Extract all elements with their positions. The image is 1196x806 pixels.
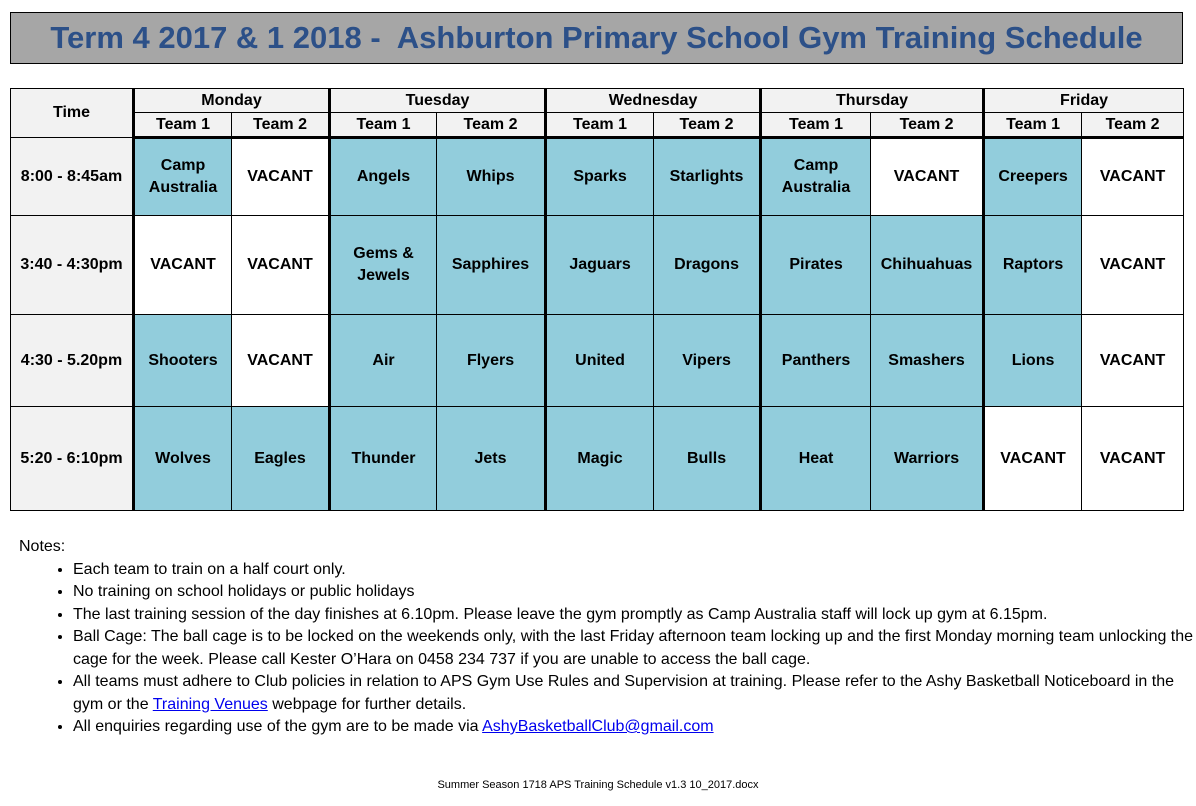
time-slot: 8:00 - 8:45am	[11, 138, 134, 216]
note-text: All enquiries regarding use of the gym are to be made via	[73, 718, 483, 735]
vacant-slot: VACANT	[1082, 407, 1184, 511]
table-row	[11, 138, 1184, 216]
team-slot: Lions	[984, 315, 1082, 407]
team-header: Team 2	[654, 113, 761, 138]
team-header: Team 1	[134, 113, 232, 138]
table-row	[11, 315, 1184, 407]
time-slot: 4:30 - 5.20pm	[11, 315, 134, 407]
team-slot: Thunder	[330, 407, 437, 511]
note-item	[73, 716, 1196, 739]
team-slot: Sapphires	[437, 216, 546, 315]
team-header: Team 1	[761, 113, 871, 138]
training-venues-link[interactable]: Training Venues	[152, 695, 268, 713]
team-header: Team 2	[232, 113, 330, 138]
vacant-slot: VACANT	[232, 216, 330, 315]
note-text: All teams must adhere to Club policies in relation to APS Gym Use Rules and Supervision at training. Please refer to the Ashy Basketball Noticeboard in the gym or the	[73, 673, 1175, 713]
team-header: Team 2	[871, 113, 984, 138]
schedule-body	[11, 138, 1184, 511]
day-header-row	[11, 89, 1184, 113]
email-link[interactable]: AshyBasketballClub@gmail.com	[482, 718, 714, 735]
team-slot: Flyers	[437, 315, 546, 407]
team-slot: Pirates	[761, 216, 871, 315]
vacant-slot: VACANT	[871, 138, 984, 216]
note-text: webpage for further details.	[267, 695, 467, 713]
team-slot: United	[546, 315, 654, 407]
team-header: Team 2	[1082, 113, 1184, 138]
vacant-slot: VACANT	[1082, 138, 1184, 216]
team-header: Team 1	[330, 113, 437, 138]
vacant-slot: VACANT	[984, 407, 1082, 511]
day-header-friday: Friday	[984, 89, 1184, 113]
team-slot: Creepers	[984, 138, 1082, 216]
team-header-row	[11, 113, 1184, 138]
team-slot: Starlights	[654, 138, 761, 216]
note-item: • The last training session of the day finishes at 6.10pm. Please leave the gym promptly as Camp Australia staff will lock up gym at 6.15pm.	[73, 604, 1196, 627]
notes-section	[19, 536, 1196, 739]
note-item	[73, 671, 1196, 716]
team-slot: Dragons	[654, 216, 761, 315]
team-slot: Wolves	[134, 407, 232, 511]
table-row	[11, 216, 1184, 315]
team-header: Team 1	[984, 113, 1082, 138]
team-slot: Bulls	[654, 407, 761, 511]
notes-list	[19, 559, 1196, 739]
team-slot: Magic	[546, 407, 654, 511]
day-header-monday: Monday	[134, 89, 330, 113]
team-slot: Air	[330, 315, 437, 407]
team-slot: Warriors	[871, 407, 984, 511]
time-slot: 3:40 - 4:30pm	[11, 216, 134, 315]
team-slot: Camp Australia	[761, 138, 871, 216]
vacant-slot: VACANT	[134, 216, 232, 315]
schedule-table	[10, 88, 1184, 511]
team-slot: Angels	[330, 138, 437, 216]
notes-heading: Notes:	[19, 538, 66, 555]
vacant-slot: VACANT	[1082, 315, 1184, 407]
team-slot: Heat	[761, 407, 871, 511]
table-row	[11, 407, 1184, 511]
note-item: • Each team to train on a half court only.	[73, 559, 1196, 582]
team-slot: Sparks	[546, 138, 654, 216]
page-title: Term 4 2017 & 1 2018 - Ashburton Primary School Gym Training Schedule	[10, 12, 1183, 64]
team-slot: Gems & Jewels	[330, 216, 437, 315]
time-slot: 5:20 - 6:10pm	[11, 407, 134, 511]
team-slot: Camp Australia	[134, 138, 232, 216]
note-item: • No training on school holidays or public holidays	[73, 581, 1196, 604]
team-slot: Jaguars	[546, 216, 654, 315]
team-slot: Panthers	[761, 315, 871, 407]
document-footer: Summer Season 1718 APS Training Schedule v1.3 10_2017.docx	[437, 779, 759, 791]
team-slot: Shooters	[134, 315, 232, 407]
team-slot: Vipers	[654, 315, 761, 407]
team-slot: Smashers	[871, 315, 984, 407]
team-slot: Chihuahuas	[871, 216, 984, 315]
team-slot: Eagles	[232, 407, 330, 511]
time-header: Time	[11, 89, 134, 138]
vacant-slot: VACANT	[232, 315, 330, 407]
note-item: • Ball Cage: The ball cage is to be locked on the weekends only, with the last Friday afternoon team locking up and the first Monday morning team unlocking the cage for the week. Please call Kester O’Hara on 0458 234 737 if you are unable to access the ball cage.	[73, 626, 1196, 671]
day-header-thursday: Thursday	[761, 89, 984, 113]
team-header: Team 2	[437, 113, 546, 138]
team-slot: Jets	[437, 407, 546, 511]
day-header-tuesday: Tuesday	[330, 89, 546, 113]
team-header: Team 1	[546, 113, 654, 138]
vacant-slot: VACANT	[1082, 216, 1184, 315]
team-slot: Whips	[437, 138, 546, 216]
vacant-slot: VACANT	[232, 138, 330, 216]
day-header-wednesday: Wednesday	[546, 89, 761, 113]
team-slot: Raptors	[984, 216, 1082, 315]
